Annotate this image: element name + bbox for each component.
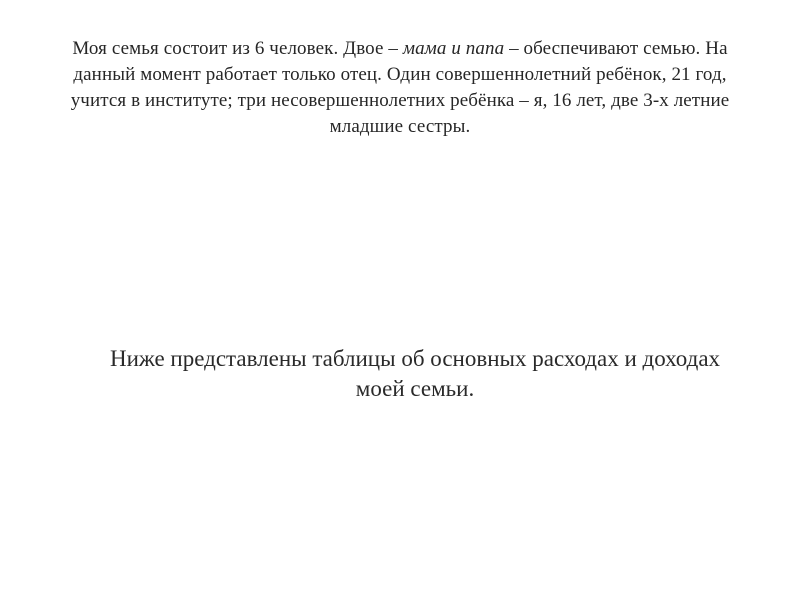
family-description xyxy=(70,36,730,140)
family-description-part-1: Моя семья состоит из 6 человек. Двое – xyxy=(72,38,403,59)
family-description-part-3: – обеспечивают семью. На данный момент работает только отец. Один совершеннолетний ребёнок, 21 год, учится в институте; три несовершеннолетних ребёнка – я, 16 лет, две 3-х летние младшие сестры. xyxy=(70,38,730,137)
family-description-parents-italic: мама и папа xyxy=(402,38,505,59)
tables-note: Ниже представлены таблицы об основных расходах и доходах моей семьи. xyxy=(109,346,721,401)
